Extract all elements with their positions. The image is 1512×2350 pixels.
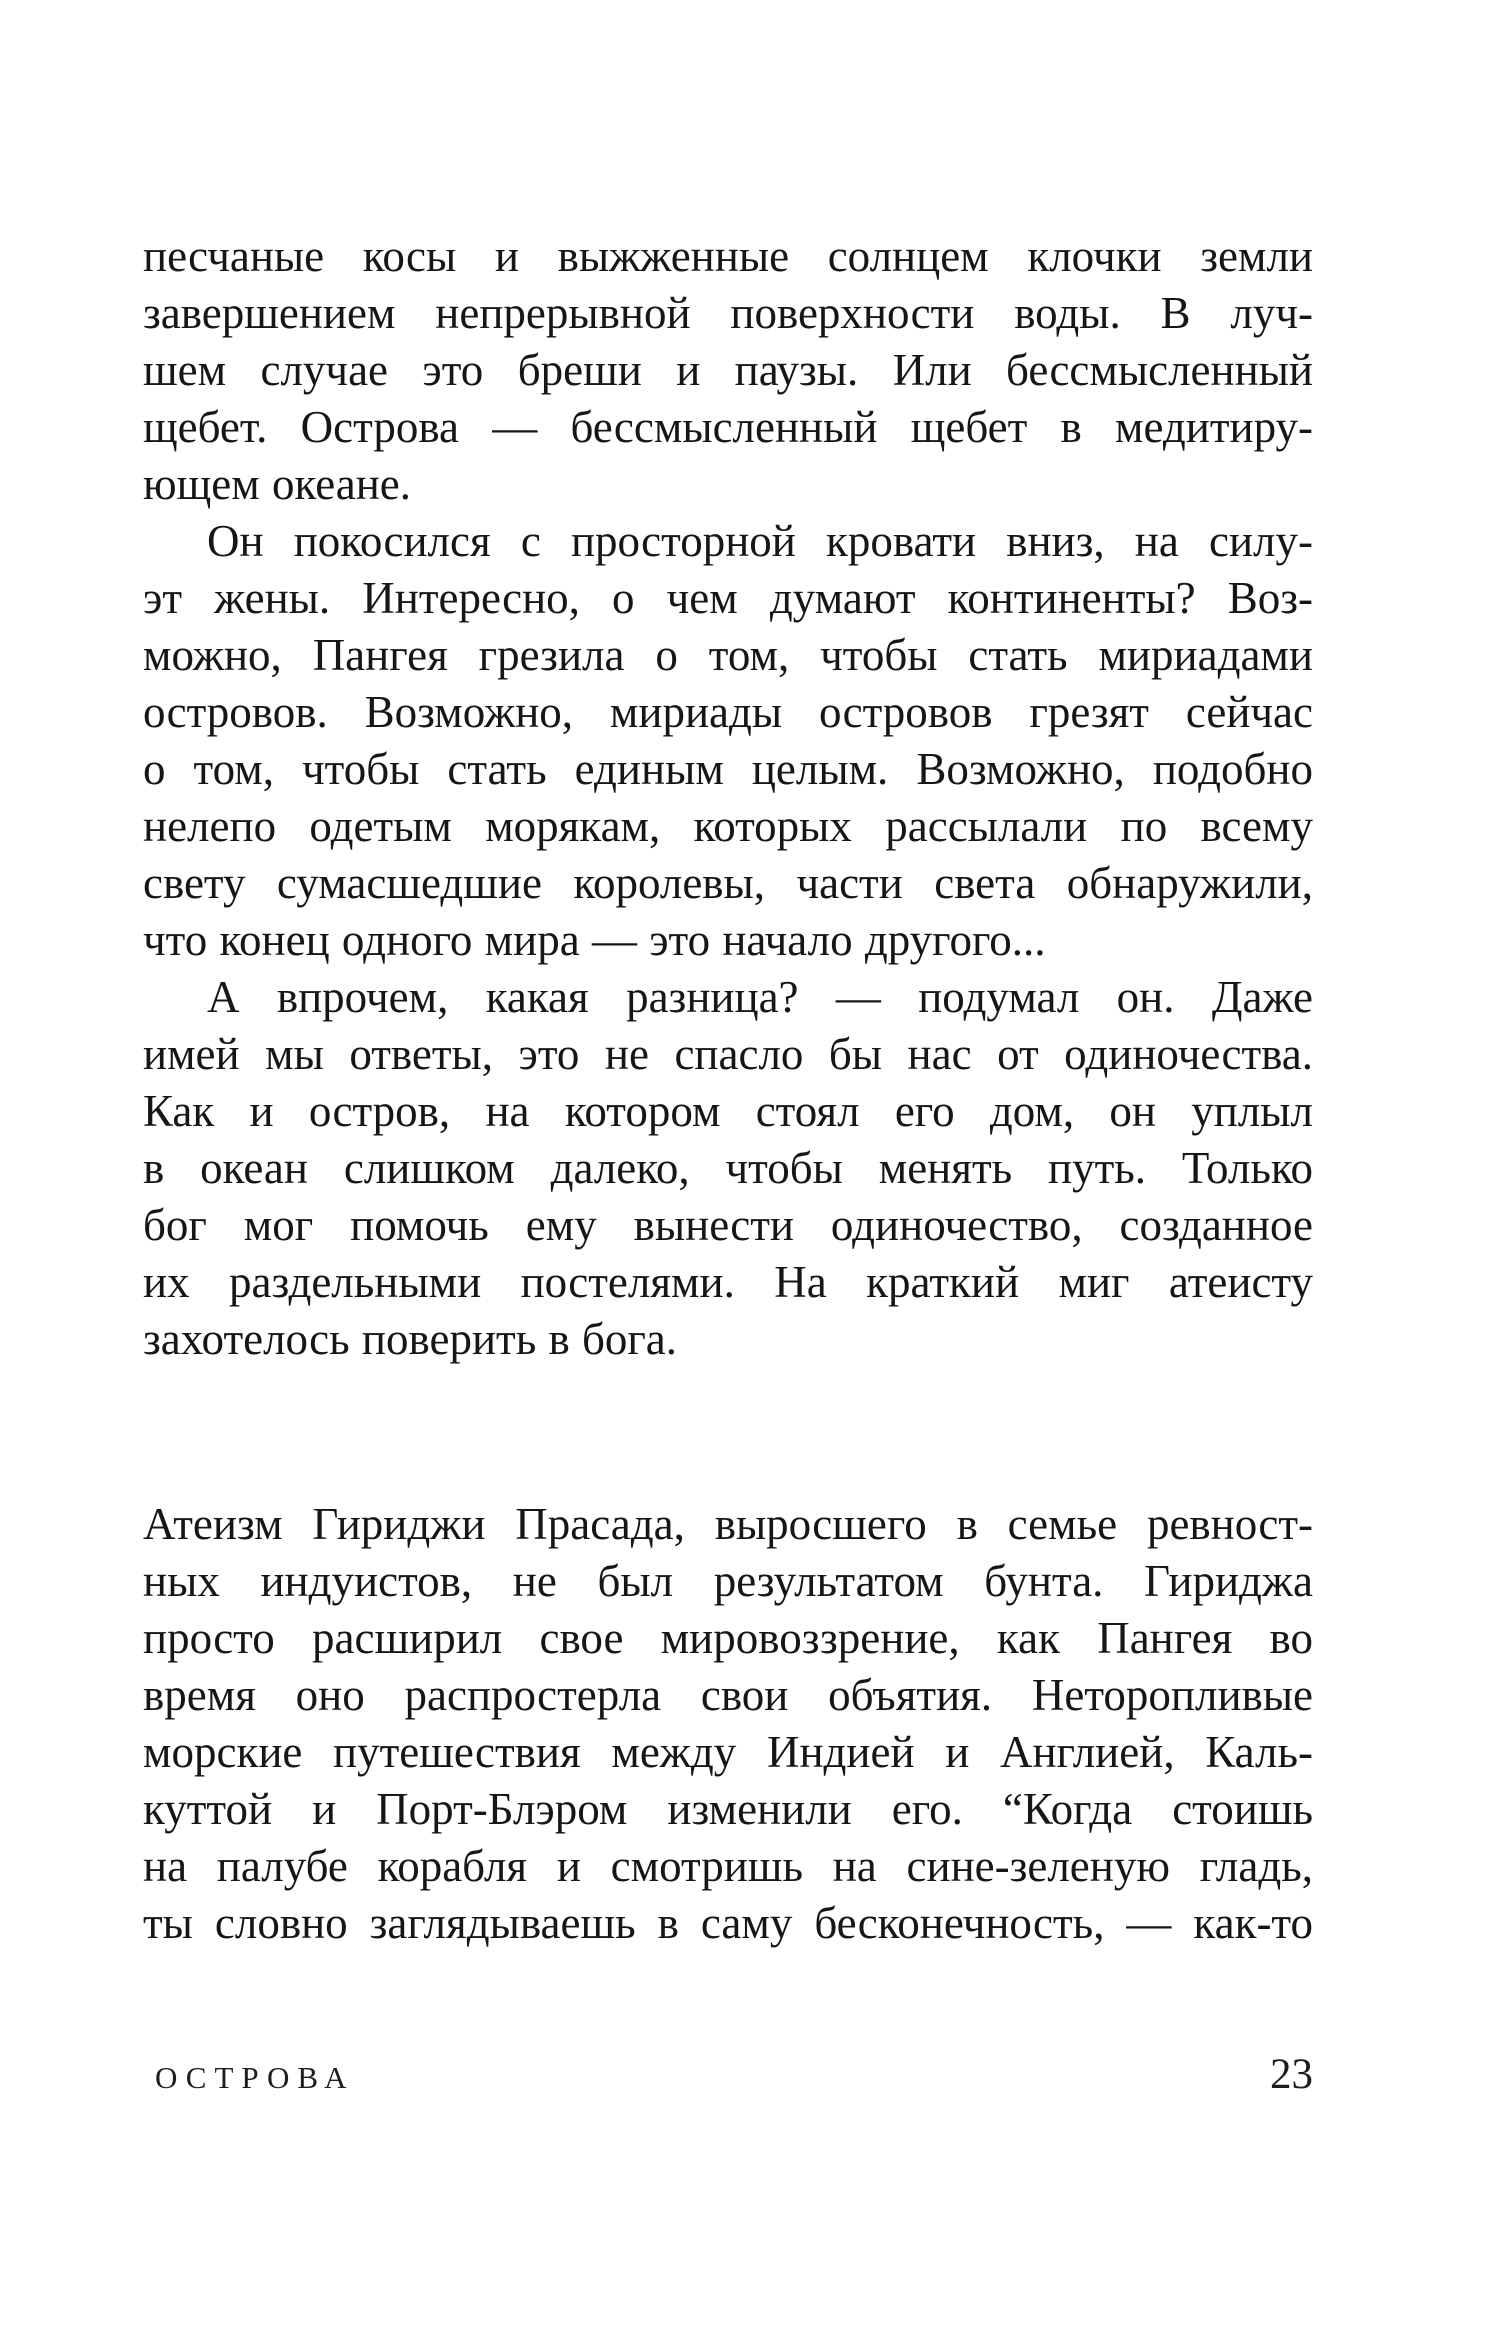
text-line: имей мы ответы, это не спасло бы нас от одиночества.: [143, 1029, 1313, 1079]
text-line: щебет. Острова — бессмысленный щебет в медитиру-: [143, 402, 1313, 452]
text-line: в океан слишком далеко, чтобы менять путь. Только: [143, 1143, 1313, 1193]
text-line: Он покосился с просторной кровати вниз, на силу-: [207, 516, 1313, 566]
text-line: ющем океане.: [143, 459, 412, 509]
text-line: завершением непрерывной поверхности воды. В луч-: [143, 288, 1313, 338]
text-line: о том, чтобы стать единым целым. Возможно, подобно: [143, 744, 1313, 794]
paragraph: [143, 228, 1313, 513]
text-line: ты словно заглядываешь в саму бесконечность, — как-то: [143, 1898, 1313, 1948]
page-footer: [143, 2050, 1313, 2099]
text-line: свету сумасшедшие королевы, части света обнаружили,: [143, 858, 1313, 908]
text-line: их раздельными постелями. На краткий миг атеисту: [143, 1257, 1313, 1307]
paragraph: [143, 1496, 1313, 1952]
page-number: 23: [1270, 2051, 1313, 2098]
text-line: эт жены. Интересно, о чем думают континенты? Воз-: [143, 573, 1313, 623]
text-line: Как и остров, на котором стоял его дом, он уплыл: [143, 1086, 1313, 1136]
text-line: что конец одного мира — это начало другого...: [143, 915, 1046, 965]
text-line: можно, Пангея грезила о том, чтобы стать мириадами: [143, 630, 1313, 680]
text-line: на палубе корабля и смотришь на сине-зеленую гладь,: [143, 1841, 1313, 1891]
paragraph: [143, 513, 1313, 969]
paragraph: [143, 969, 1313, 1368]
text-line: А впрочем, какая разница? — подумал он. Даже: [207, 972, 1313, 1022]
text-line: морские путешествия между Индией и Англией, Каль-: [143, 1727, 1313, 1777]
text-line: просто расширил свое мировоззрение, как Пангея во: [143, 1613, 1313, 1663]
text-block: [143, 228, 1313, 1952]
text-line: бог мог помочь ему вынести одиночество, созданное: [143, 1200, 1313, 1250]
text-line: островов. Возможно, мириады островов грезят сейчас: [143, 687, 1313, 737]
text-line: куттой и Порт-Блэром изменили его. “Когда стоишь: [143, 1784, 1313, 1834]
text-line: ных индуистов, не был результатом бунта. Гириджа: [143, 1556, 1313, 1606]
running-title: ОСТРОВА: [155, 2060, 355, 2095]
text-line: нелепо одетым морякам, которых рассылали по всему: [143, 801, 1313, 851]
text-line: захотелось поверить в бога.: [143, 1314, 678, 1364]
text-line: время оно распростерла свои объятия. Неторопливые: [143, 1670, 1313, 1720]
text-line: песчаные косы и выжженные солнцем клочки земли: [143, 231, 1313, 281]
text-line: Атеизм Гириджи Прасада, выросшего в семье ревност-: [143, 1499, 1313, 1549]
text-line: шем случае это бреши и паузы. Или бессмысленный: [143, 345, 1313, 395]
